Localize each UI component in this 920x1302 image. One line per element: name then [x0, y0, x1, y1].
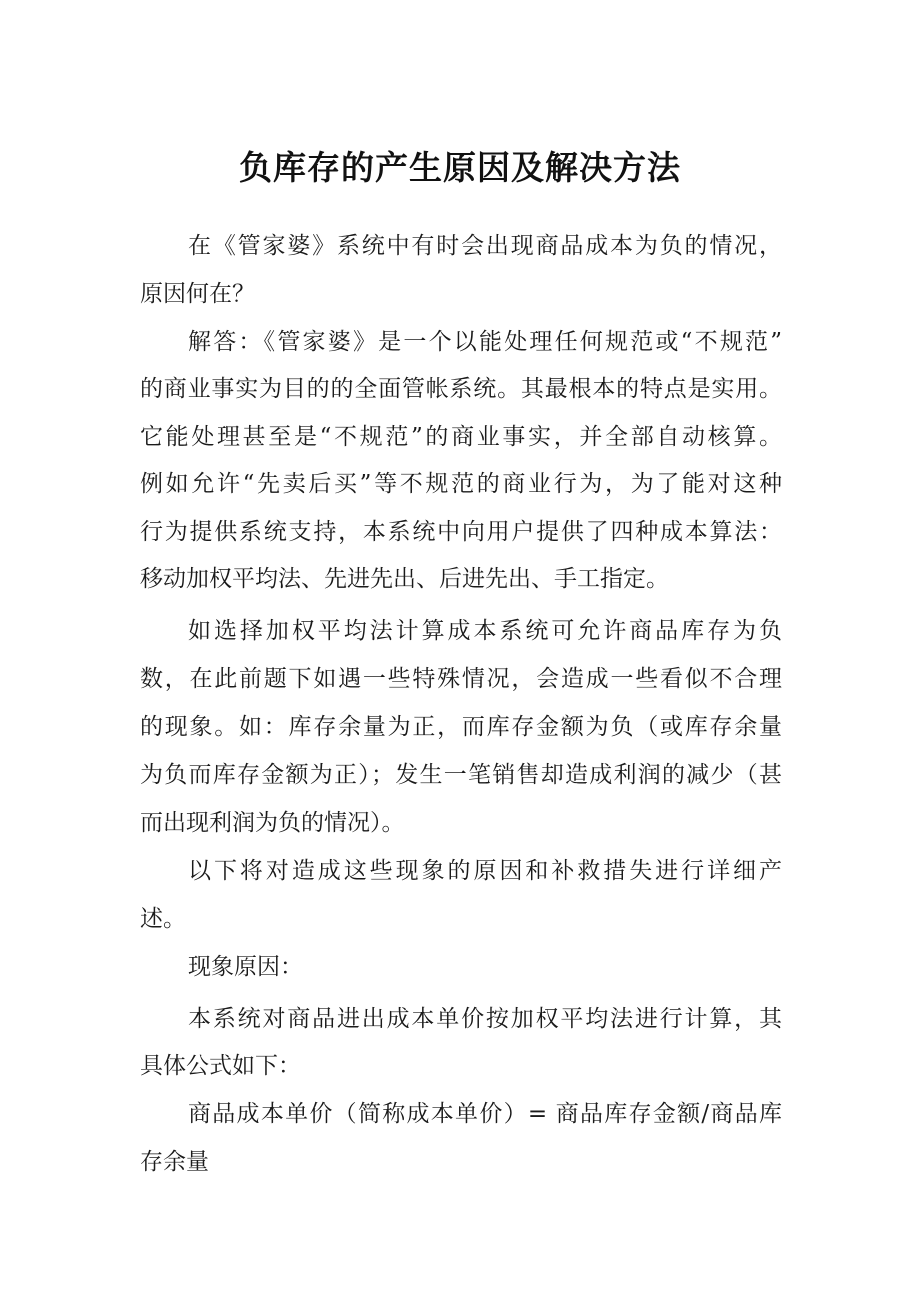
- paragraph-line: 数，在此前题下如遇一些特殊情况，会造成一些看似不合理: [140, 666, 782, 692]
- section-heading: 现象原因：: [188, 954, 303, 980]
- paragraph-line: 具体公式如下：: [140, 1053, 301, 1079]
- formula-line: 存余量: [140, 1149, 209, 1175]
- paragraph-line: 述。: [140, 906, 186, 932]
- paragraph-line: 以下将对造成这些现象的原因和补救措失进行详细产: [188, 858, 782, 884]
- paragraph-line: 解答：《管家婆》是一个以能处理任何规范或“不规范”: [188, 329, 782, 355]
- paragraph-line: 如选择加权平均法计算成本系统可允许商品库存为负: [188, 618, 782, 644]
- paragraph-line: 而出现利润为负的情况）。: [140, 810, 405, 836]
- paragraph-line: 本系统对商品进出成本单价按加权平均法进行计算，其: [188, 1006, 782, 1032]
- paragraph-line: 它能处理甚至是“不规范”的商业事实，并全部自动核算。: [140, 424, 782, 450]
- paragraph-line: 例如允许“先卖后买”等不规范的商业行为，为了能对这种: [140, 471, 782, 497]
- paragraph-line: 为负而库存金额为正）；发生一笔销售却造成利润的减少（甚: [140, 762, 782, 788]
- paragraph-line: 的商业事实为目的的全面管帐系统。其最根本的特点是实用。: [140, 376, 782, 402]
- formula-line: 商品成本单价（简称成本单价）= 商品库存金额/商品库: [188, 1101, 782, 1127]
- paragraph-line: 行为提供系统支持，本系统中向用户提供了四种成本算法：: [140, 519, 782, 545]
- paragraph-line: 原因何在？: [140, 281, 255, 307]
- paragraph-line: 在《管家婆》系统中有时会出现商品成本为负的情况，: [188, 233, 782, 259]
- document-title: 负库存的产生原因及解决方法: [239, 148, 681, 187]
- paragraph-line: 的现象。如：库存余量为正，而库存金额为负（或库存余量: [140, 714, 782, 740]
- paragraph-line: 移动加权平均法、先进先出、后进先出、手工指定。: [140, 566, 669, 592]
